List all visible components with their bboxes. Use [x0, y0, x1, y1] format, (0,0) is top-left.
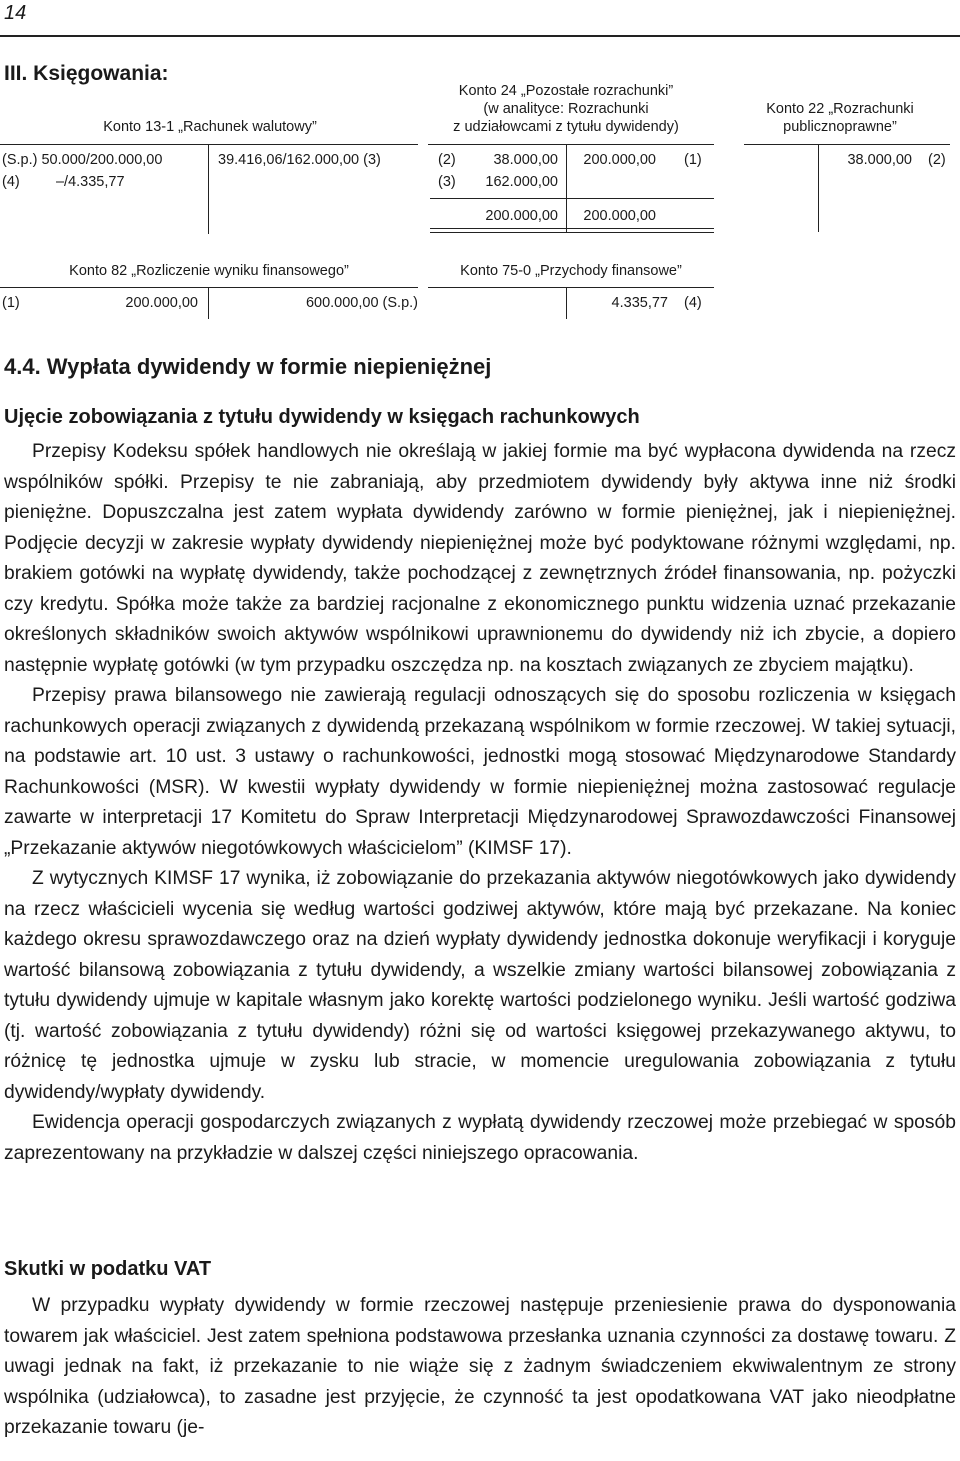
section-4-4-subtitle: Ujęcie zobowiązania z tytułu dywidendy w księgach rachunkowych	[4, 406, 640, 428]
account-22-title-line-1: Konto 22 „Rozrachunki	[766, 101, 914, 117]
account-13-cr-1: 39.416,06/162.000,00 (3)	[218, 152, 381, 168]
account-24-title-line-1: Konto 24 „Pozostałe rozrachunki”	[458, 83, 674, 99]
account-13-rule	[0, 144, 418, 145]
account-13-dr-2: (4) –/4.335,77	[2, 174, 125, 190]
account-13-dr-1: (S.p.) 50.000/200.000,00	[2, 152, 163, 168]
header-rule	[0, 35, 960, 37]
account-24-divider	[566, 144, 567, 232]
account-24-dr-2-amount: 162.000,00	[485, 174, 558, 190]
account-82-title: Konto 82 „Rozliczenie wyniku finansowego”	[69, 263, 349, 279]
account-82-dr-1-amount: 200.000,00	[125, 295, 198, 311]
account-24-cr-total: 200.000,00	[583, 208, 656, 224]
account-24-title	[418, 82, 714, 136]
account-24-dr-total: 200.000,00	[485, 208, 558, 224]
vat-body	[4, 1291, 956, 1444]
account-22-title-line-2: publicznoprawne”	[783, 119, 897, 135]
account-24-dr-1-amount: 38.000,00	[493, 152, 558, 168]
account-24-dr-2-ref: (3)	[438, 174, 456, 190]
account-24-cr-1-amount: 200.000,00	[583, 152, 656, 168]
account-75-rule	[428, 287, 714, 288]
account-24-title-line-3: z udziałowcami z tytułu dywidendy)	[453, 119, 679, 135]
account-22-divider	[818, 144, 819, 232]
account-22-title	[740, 100, 940, 136]
account-24-double-rule	[430, 228, 714, 233]
account-24-title-line-2: (w analityce: Rozrachunki	[483, 101, 649, 117]
vat-title: Skutki w podatku VAT	[4, 1258, 212, 1280]
page-number: 14	[4, 2, 27, 24]
account-24-cr-1-ref: (1)	[684, 152, 702, 168]
account-82-divider	[208, 287, 209, 319]
paragraph-4: Ewidencja operacji gospodarczych związanych z wypłatą dywidendy rzeczowej może przebiegać w sposób zaprezentowany na przykładzie w dalszej części niniejszego opracowania.	[4, 1112, 956, 1164]
account-24-rule	[428, 144, 714, 145]
account-75-divider	[566, 287, 567, 319]
account-75-cr-1-amount: 4.335,77	[611, 295, 668, 311]
section-heading: III. Księgowania:	[4, 62, 169, 85]
account-13-title: Konto 13-1 „Rachunek walutowy”	[103, 119, 317, 135]
account-22-cr-1-amount: 38.000,00	[847, 152, 912, 168]
section-4-4-body	[4, 437, 956, 1169]
account-82-rule	[0, 287, 418, 288]
account-22-cr-1-ref: (2)	[928, 152, 946, 168]
account-75-title: Konto 75-0 „Przychody finansowe”	[460, 263, 682, 279]
account-24-dr-1-ref: (2)	[438, 152, 456, 168]
account-22-rule	[744, 144, 950, 145]
paragraph-1: Przepisy Kodeksu spółek handlowych nie określają w jakiej formie ma być wypłacona dywidenda na rzecz wspólników spółki. Przepisy te nie zabraniają, aby przedmiotem dywidendy były aktywa inne niż środki pieniężne. Dopuszczalna jest zatem wypłata dywidendy zarówno w formie pieniężnej, jak i niepieniężnej. Podjęcie decyzji w zakresie wypłaty dywidendy niepieniężnej może być podyktowane różnymi względami, np. brakiem gotówki na wypłatę dywidendy, także pochodzącej z zewnętrznych źródeł finansowania, np. pożyczki czy kredytu. Spółka może także za bardziej racjonalne z ekonomicznego punktu widzenia uznać przekazanie określonych składników swoich aktywów wspólnikowi uprawnionemu do dywidendy niż ich zbycie, a dopiero następnie wypłatę gotówki (w tym przypadku oszczędza np. na kosztach związanych ze zbyciem majątku).	[4, 441, 956, 676]
paragraph-3: Z wytycznych KIMSF 17 wynika, iż zobowiązanie do przekazania aktywów niegotówkowych jako dywidendy na rzecz właścicieli wycenia się według wartości godziwej aktywów, które mają być przekazane. Na koniec każdego okresu sprawozdawczego oraz na dzień wypłaty dywidendy jednostka dokonuje weryfikacji i koryguje wartość bilansową zobowiązania z tytułu dywidendy, a wszelkie zmiany wartości bilansowej zobowiązania z tytułu dywidendy ujmuje w kapitale własnym jako korektę wartości podzielonego wyniku. Jeśli wartość godziwa (tj. wartość zobowiązania z tytułu dywidendy) różni się od wartości księgowej przekazywanego aktywu, to różnicę tę jednostka ujmuje w zysku lub stracie, w momencie uregulowania zobowiązania z tytułu dywidendy/wypłaty dywidendy.	[4, 868, 956, 1103]
section-4-4-title: 4.4. Wypłata dywidendy w formie niepieniężnej	[4, 354, 492, 379]
vat-paragraph: W przypadku wypłaty dywidendy w formie rzeczowej następuje przeniesienie prawa do dysponowania towarem jak właściciel. Jest zatem spełniona podstawowa przesłanka uznania czynności za dostawę towaru. Z uwagi jednak na fakt, iż przekazanie to nie wiąże się z żadnym świadczeniem ekwiwalentnym ze strony wspólnika (udziałowca), to zasadne jest przyjęcie, że czynność ta jest opodatkowana VAT jako nieodpłatne przekazanie towaru (je-	[4, 1295, 956, 1438]
account-13-divider	[208, 144, 209, 234]
account-82-cr-1: 600.000,00 (S.p.)	[305, 295, 418, 311]
account-75-cr-1-ref: (4)	[684, 295, 702, 311]
account-24-sum-rule	[430, 198, 714, 199]
paragraph-2: Przepisy prawa bilansowego nie zawierają regulacji odnoszących się do sposobu rozliczenia w księgach rachunkowych operacji związanych z dywidendą przekazaną wspólnikom w formie rzeczowej. W takiej sytuacji, na podstawie art. 10 ust. 3 ustawy o rachunkowości, jednostki mogą stosować Międzynarodowe Standardy Rachunkowości (MSR). W kwestii wypłaty dywidendy w formie niepieniężnej można zastosować regulacje zawarte w interpretacji 17 Komitetu do Spraw Interpretacji Międzynarodowej Sprawozdawczości Finansowej „Przekazanie aktywów niegotówkowych właścicielom” (KIMSF 17).	[4, 685, 956, 859]
account-82-dr-1-ref: (1)	[2, 295, 20, 311]
